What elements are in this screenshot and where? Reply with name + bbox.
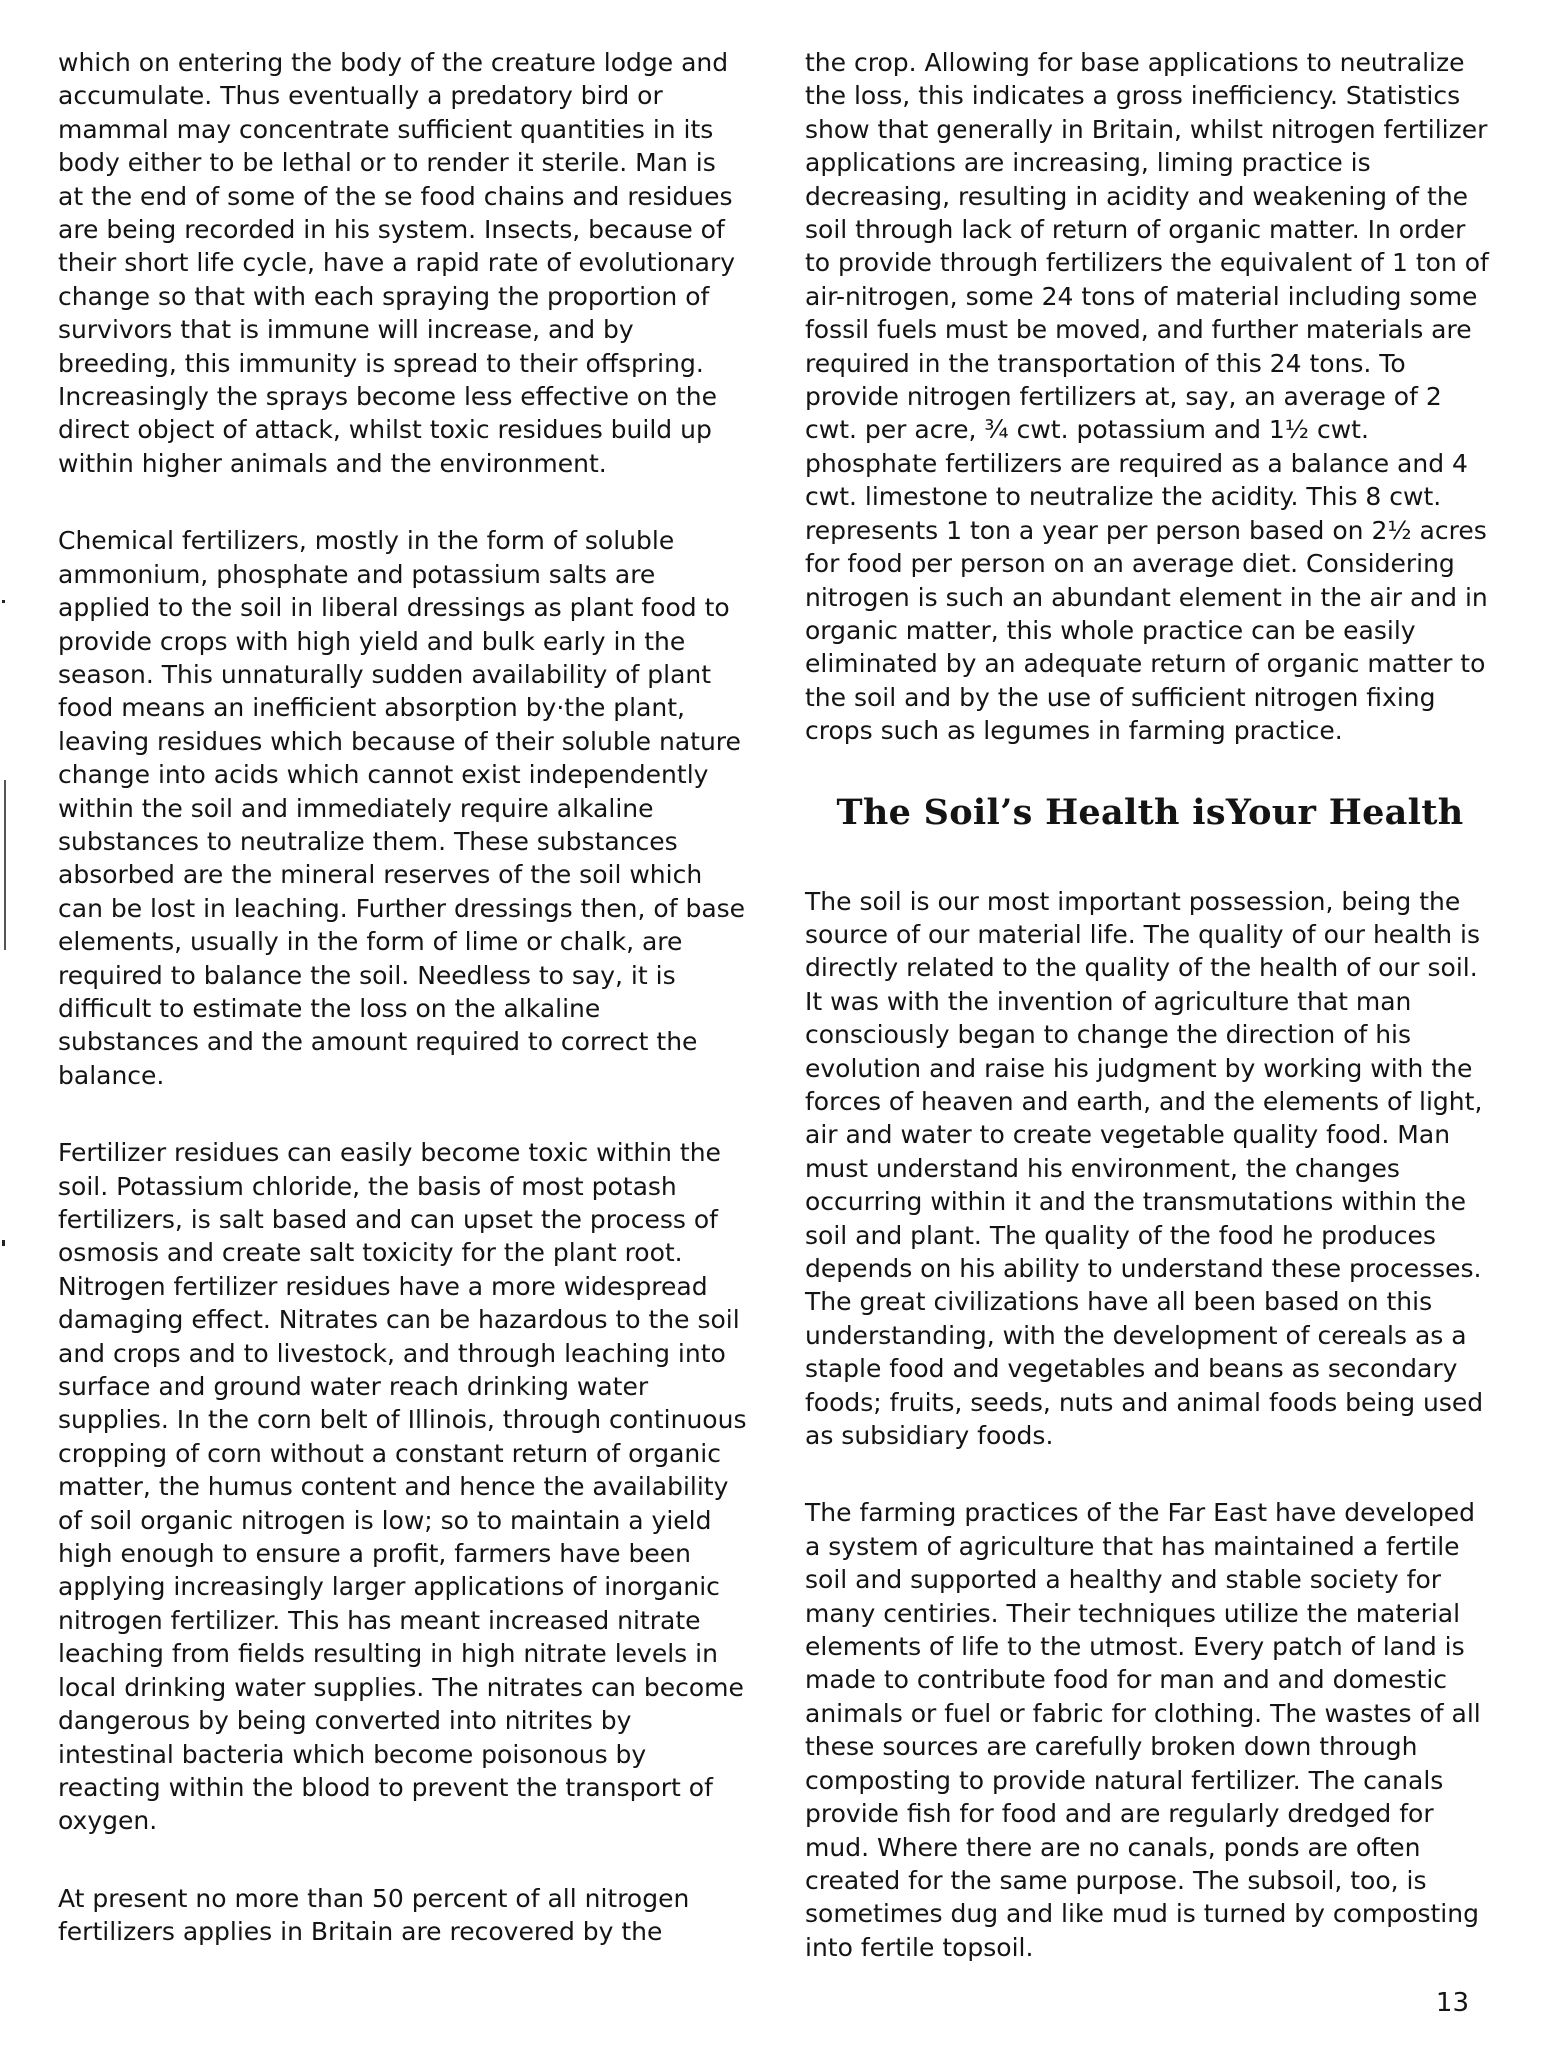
body-paragraph: At present no more than 50 percent of all nitrogen fertilizers applies in Britain are recovered by the [58,1883,690,1947]
body-paragraph: Chemical fertilizers, mostly in the form of soluble ammonium, phosphate and potassium salts are applied to the soil in liberal dressings as plant food to provide crops with high yield and bulk early in the season. This unnaturally sudden availability of plant food means an inefficient absorption by·the plant, leaving residues which because of their soluble nature change into acids which cannot exist independently within the soil and immediately require alkaline substances to neutralize them. These substances absorbed are the mineral reserves of the soil which can be lost in leaching. Further dressings then, of base elements, usually in the form of lime or chalk, are required to balance the soil. Needless to say, it is difficult to estimate the loss on the alkaline substances and the amount required to correct the balance. [58,526,746,1090]
body-paragraph: The farming practices of the Far East have developed a system of agriculture that has maintained a fertile soil and supported a healthy and stable society for many centiries. Their techniques utilize the material elements of life to the utmost. Every patch of land is made to contribute food for man and and domestic animals or fuel or fabric for clothing. The wastes of all these sources are carefully broken down through composting to provide natural fertilizer. The canals provide fish for food and are regularly dredged for mud. Where there are no canals, ponds are often created for the same purpose. The subsoil, too, is sometimes dug and like mud is turned by composting into fertile topsoil. [805,1498,1481,1962]
left-column [58,46,748,1949]
scan-edge-mark [2,600,5,603]
body-paragraph: the crop. Allowing for base applications to neutralize the loss, this indicates a gross inefficiency. Statistics show that generally in Britain, whilst nitrogen fertilizer applications are increasing, liming practice is decreasing, resulting in acidity and weakening of the soil through lack of return of organic matter. In order to provide through fertilizers the equivalent of 1 ton of air-nitrogen, some 24 tons of material including some fossil fuels must be moved, and further materials are required in the transportation of this 24 tons. To provide nitrogen fertilizers at, say, an average of 2 cwt. per acre, ¾ cwt. potassium and 1½ cwt. phosphate fertilizers are required as a balance and 4 cwt. limestone to neutralize the acidity. This 8 cwt. represents 1 ton a year per person based on 2½ acres for food per person on an average diet. Considering nitrogen is such an abundant element in the air and in organic matter, this whole practice can be easily eliminated by an adequate return of organic matter to the soil and by the use of sufficient nitrogen fixing crops such as legumes in farming practice. [805,48,1489,746]
page-number: 13 [1435,1988,1469,2018]
scan-edge-mark [2,1240,5,1246]
body-paragraph: The soil is our most important possession, being the source of our material life. The quality of our health is directly related to the quality of the health of our soil. It was with the invention of agriculture that man consciously began to change the direction of his evolution and raise his judgment by working with the forces of heaven and earth, and the elements of light, air and water to create vegetable quality food. Man must understand his environment, the changes occurring within it and the transmutations within the soil and plant. The quality of the food he produces depends on his ability to understand these processes. The great civilizations have all been based on this understanding, with the development of cereals as a staple food and vegetables and beans as secondary foods; fruits, seeds, nuts and animal foods being used as subsidiary foods. [805,886,1484,1451]
right-column [805,46,1495,1964]
body-paragraph: Fertilizer residues can easily become toxic within the soil. Potassium chloride, the basis of most potash fertilizers, is salt based and can upset the process of osmosis and create salt toxicity for the plant root. Nitrogen fertilizer residues have a more widespread damaging effect. Nitrates can be hazardous to the soil and crops and to livestock, and through leaching into surface and ground water reach drinking water supplies. In the corn belt of Illinois, through continuous cropping of corn without a constant return of organic matter, the humus content and hence the availability of soil organic nitrogen is low; so to maintain a yield high enough to ensure a profit, farmers have been applying increasingly larger applications of inorganic nitrogen fertilizer. This has meant increased nitrate leaching from fields resulting in high nitrate levels in local drinking water supplies. The nitrates can become dangerous by being converted into nitrites by intestinal bacteria which become poisonous by reacting within the blood to prevent the transport of oxygen. [58,1138,747,1836]
body-paragraph: which on entering the body of the creature lodge and accumulate. Thus eventually a predatory bird or mammal may concentrate sufficient quantities in its body either to be lethal or to render it sterile. Man is at the end of some of the se food chains and residues are being recorded in his system. Insects, because of their short life cycle, have a rapid rate of evolutionary change so that with each spraying the proportion of survivors that is immune will increase, and by breeding, this immunity is spread to their offspring. Increasingly the sprays become less effective on the direct object of attack, whilst toxic residues build up within higher animals and the environment. [58,48,736,478]
section-heading: The Soil’s Health isYour Health [836,791,1464,833]
scan-edge-mark [4,780,6,950]
